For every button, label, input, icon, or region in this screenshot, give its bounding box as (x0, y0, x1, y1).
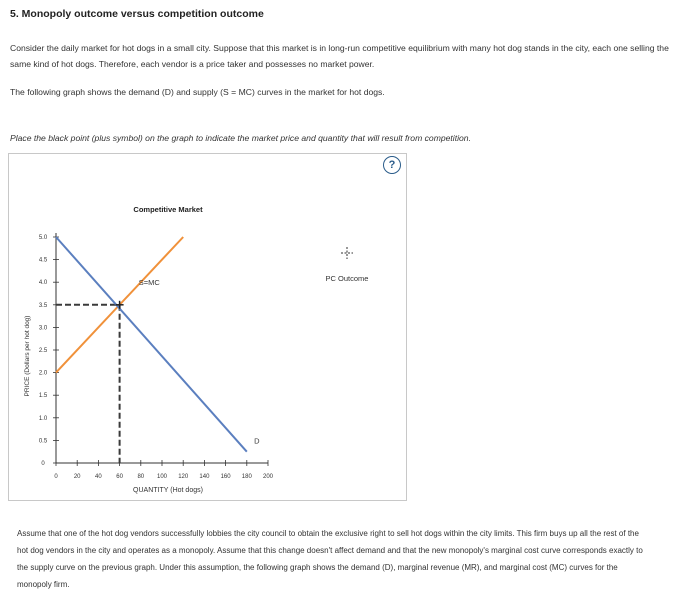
demand-curve (56, 237, 247, 452)
x-tick-label: 200 (262, 474, 274, 480)
y-axis-label: PRICE (Dollars per hot dog) (24, 315, 31, 397)
supply-curve-label: S=MC (138, 278, 160, 288)
y-tick-label: 0.5 (38, 438, 48, 445)
x-tick-label: 160 (220, 474, 231, 480)
y-tick-label: 1.0 (38, 415, 48, 422)
instruction-text: Place the black point (plus symbol) on the graph to indicate the market price and quantity that will result from competition. (10, 133, 471, 143)
graph-description: The following graph shows the demand (D) and supply (S = MC) curves in the market for hot dogs. (10, 87, 385, 97)
y-tick-label: 1.5 (38, 393, 48, 400)
chart-title: Competitive Market (133, 205, 203, 214)
y-tick-label: 2.0 (38, 370, 48, 377)
question-heading: 5. Monopoly outcome versus competition outcome (10, 8, 264, 20)
intro-paragraph: Consider the daily market for hot dogs in a small city. Suppose that this market is in long-run competitive equilibrium with many hot dog stands in the city, each one selling the same kind of hot dogs. Therefore, each vendor is a price taker and possesses no market power. (10, 43, 669, 69)
y-tick-label: 4.0 (38, 280, 48, 287)
y-tick-label: 3.0 (38, 325, 48, 332)
y-tick-label: 5.0 (38, 235, 48, 241)
y-tick-label: 3.5 (38, 302, 48, 309)
monopoly-paragraph: Assume that one of the hot dog vendors successfully lobbies the city council to obtain the exclusive right to sell hot dogs within the city limits. This firm buys up all the rest of the hot dog vendors in the city and operates as a monopoly. Assume that this change doesn't affect demand and that the new monopoly's marginal cost curve corresponds exactly to the supply curve on the previous graph. Under this assumption, the following graph shows the demand (D), marginal revenue (MR), and marginal cost (MC) curves for the monopoly firm. (17, 529, 643, 589)
pc-outcome-tool[interactable] (341, 247, 353, 259)
demand-curve-label: D (254, 436, 260, 446)
help-icon[interactable]: ? (383, 156, 401, 174)
y-tick-label: 0 (41, 461, 45, 467)
x-tick-label: 0 (54, 474, 58, 480)
y-tick-label: 4.5 (38, 257, 48, 264)
x-tick-label: 120 (178, 474, 189, 480)
pc-outcome-label: PC Outcome (325, 274, 369, 283)
x-tick-label: 60 (116, 474, 123, 480)
x-axis-label: QUANTITY (Hot dogs) (133, 487, 203, 494)
y-tick-label: 2.5 (38, 348, 48, 354)
x-tick-label: 180 (241, 474, 252, 480)
x-tick-label: 140 (199, 474, 210, 480)
x-tick-label: 20 (73, 474, 81, 480)
x-tick-label: 40 (95, 474, 102, 480)
x-tick-label: 80 (137, 474, 145, 480)
x-tick-label: 100 (156, 474, 168, 480)
